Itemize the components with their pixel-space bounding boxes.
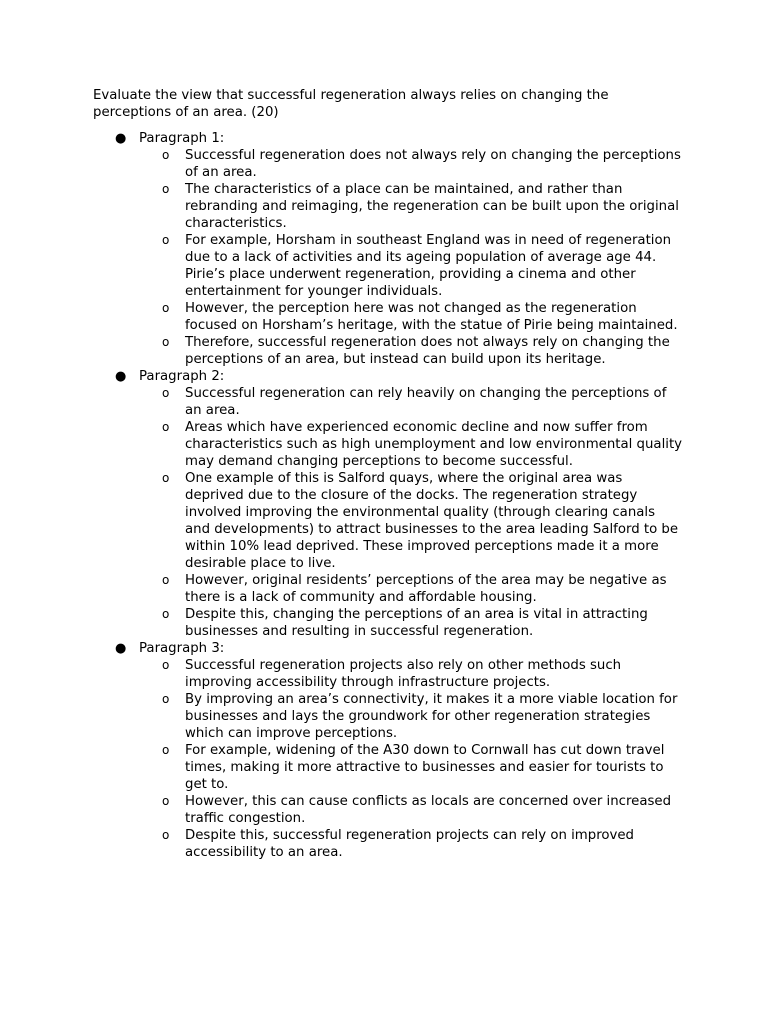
point-text: Successful regeneration can rely heavily on changing the perceptions of an area.: [185, 386, 667, 418]
paragraph-section: [93, 130, 683, 368]
bullet-dot-icon: ●: [115, 131, 127, 146]
list-item: [139, 657, 683, 691]
point-text: However, the perception here was not changed as the regeneration focused on Horsham’s heritage, with the statue of Pirie being maintained.: [185, 301, 678, 333]
paragraph-section: [93, 368, 683, 640]
bullet-circle-icon: o: [162, 828, 170, 842]
point-list: [139, 385, 683, 640]
bullet-circle-icon: o: [162, 233, 170, 247]
point-text: For example, Horsham in southeast England was in need of regeneration due to a lack of activities and its ageing population of average age 44. Pirie’s place underwent regeneration, providing a cinema and other entertainment for younger individuals.: [185, 233, 672, 299]
point-text: However, original residents’ perceptions of the area may be negative as there is a lack of community and affordable housing.: [185, 573, 667, 605]
paragraph-section: [93, 640, 683, 861]
point-text: Therefore, successful regeneration does not always rely on changing the perceptions of an area, but instead can build upon its heritage.: [185, 335, 670, 367]
list-item: [139, 742, 683, 793]
list-item: [139, 827, 683, 861]
list-item: [139, 334, 683, 368]
point-text: One example of this is Salford quays, where the original area was deprived due to the closure of the docks. The regeneration strategy involved improving the environmental quality (through clearing canals and developments) to attract businesses to the area leading Salford to be within 10% lead deprived. These improved perceptions made it a more desirable place to live.: [185, 471, 679, 571]
bullet-circle-icon: o: [162, 573, 170, 587]
list-item: [139, 606, 683, 640]
point-text: By improving an area’s connectivity, it makes it a more viable location for businesses and lays the groundwork for other regeneration strategies which can improve perceptions.: [185, 692, 678, 741]
bullet-circle-icon: o: [162, 182, 170, 196]
bullet-circle-icon: o: [162, 743, 170, 757]
paragraph-heading: Paragraph 1:: [139, 131, 225, 146]
list-item: [139, 300, 683, 334]
bullet-circle-icon: o: [162, 386, 170, 400]
bullet-dot-icon: ●: [115, 641, 127, 656]
point-text: Successful regeneration projects also rely on other methods such improving accessibility through infrastructure projects.: [185, 658, 622, 690]
essay-outline: [93, 130, 683, 861]
list-item: [139, 691, 683, 742]
bullet-dot-icon: ●: [115, 369, 127, 384]
point-text: Despite this, changing the perceptions of an area is vital in attracting businesses and resulting in successful regeneration.: [185, 607, 648, 639]
paragraph-heading: Paragraph 3:: [139, 641, 225, 656]
document-page: [93, 87, 683, 861]
list-item: [139, 147, 683, 181]
bullet-circle-icon: o: [162, 420, 170, 434]
list-item: [139, 572, 683, 606]
list-item: [139, 232, 683, 300]
bullet-circle-icon: o: [162, 301, 170, 315]
point-text: Successful regeneration does not always rely on changing the perceptions of an area.: [185, 148, 681, 180]
paragraph-heading: Paragraph 2:: [139, 369, 225, 384]
point-text: Areas which have experienced economic decline and now suffer from characteristics such as high unemployment and low environmental quality may demand changing perceptions to become successful.: [185, 420, 683, 469]
bullet-circle-icon: o: [162, 335, 170, 349]
bullet-circle-icon: o: [162, 607, 170, 621]
point-list: [139, 147, 683, 368]
bullet-circle-icon: o: [162, 148, 170, 162]
point-list: [139, 657, 683, 861]
point-text: The characteristics of a place can be maintained, and rather than rebranding and reimaging, the regeneration can be built upon the original characteristics.: [185, 182, 679, 231]
bullet-circle-icon: o: [162, 658, 170, 672]
list-item: [139, 793, 683, 827]
bullet-circle-icon: o: [162, 692, 170, 706]
list-item: [139, 385, 683, 419]
bullet-circle-icon: o: [162, 794, 170, 808]
list-item: [139, 470, 683, 572]
point-text: For example, widening of the A30 down to Cornwall has cut down travel times, making it more attractive to businesses and easier for tourists to get to.: [185, 743, 665, 792]
list-item: [139, 181, 683, 232]
list-item: [139, 419, 683, 470]
point-text: However, this can cause conflicts as locals are concerned over increased traffic congestion.: [185, 794, 672, 826]
bullet-circle-icon: o: [162, 471, 170, 485]
point-text: Despite this, successful regeneration projects can rely on improved accessibility to an area.: [185, 828, 634, 860]
essay-question: Evaluate the view that successful regeneration always relies on changing the perceptions of an area. (20): [93, 88, 609, 120]
